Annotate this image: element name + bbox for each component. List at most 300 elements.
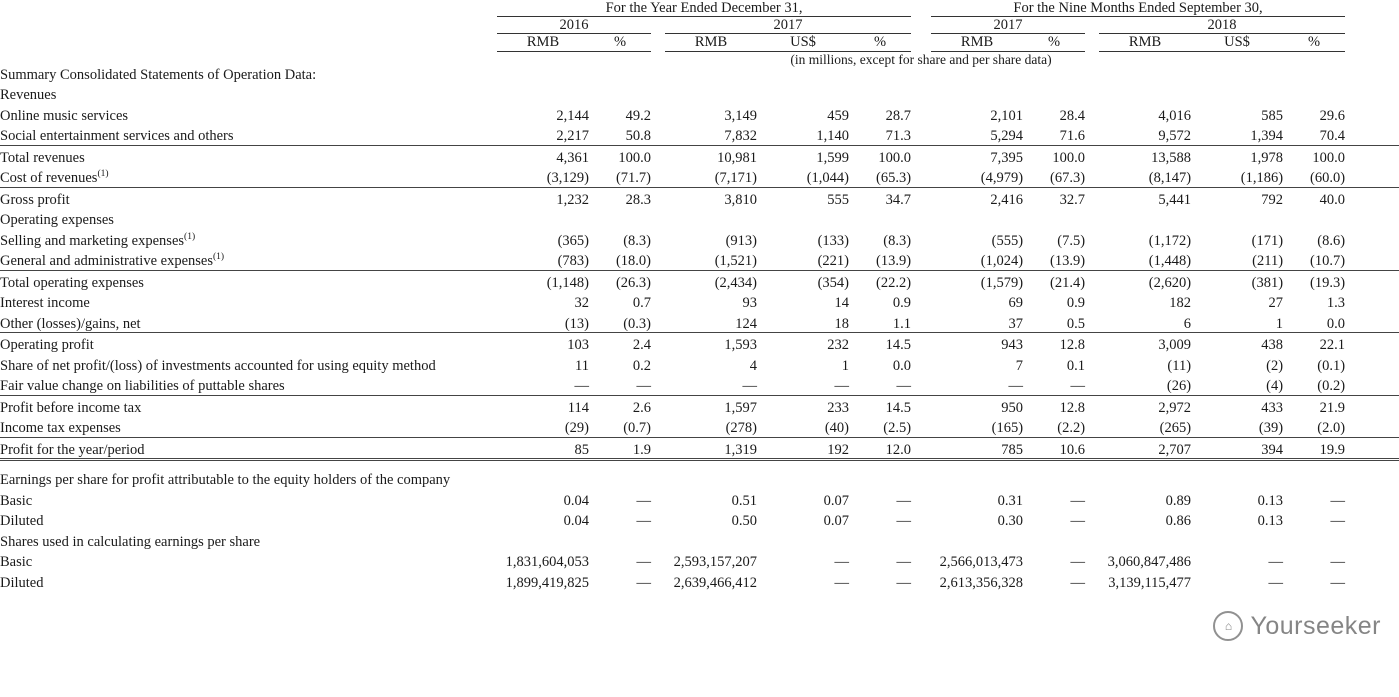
cell-value: — bbox=[589, 374, 651, 395]
cell-value: 11 bbox=[575, 357, 589, 374]
cell-value: (4,979) bbox=[931, 166, 1023, 187]
column-gap bbox=[1345, 571, 1399, 592]
table-row bbox=[0, 312, 1399, 333]
cell-value bbox=[1023, 530, 1085, 551]
cell-value: (555) bbox=[991, 232, 1024, 249]
cell-value: (0.7) bbox=[589, 416, 651, 437]
cell-value: 2,566,013,473 bbox=[939, 554, 1024, 571]
cell-value: 585 bbox=[1261, 107, 1284, 124]
cell-value: (783) bbox=[497, 249, 589, 270]
column-gap bbox=[1085, 291, 1099, 312]
table-row bbox=[0, 374, 1399, 395]
cell-value: 124 bbox=[665, 312, 757, 333]
cell-value: 6 bbox=[1099, 312, 1191, 333]
column-gap bbox=[1085, 145, 1099, 166]
cell-value: 100.0 bbox=[1052, 149, 1086, 166]
footnote-marker: (1) bbox=[97, 169, 109, 180]
cell-value: (265) bbox=[1099, 416, 1191, 437]
cell-value: — bbox=[636, 554, 651, 571]
cell-value: 1.1 bbox=[849, 312, 911, 333]
column-gap bbox=[911, 83, 931, 104]
watermark bbox=[1213, 611, 1381, 641]
cell-value: (40) bbox=[757, 416, 849, 437]
cell-value: 1.3 bbox=[1326, 295, 1346, 312]
column-gap bbox=[1345, 489, 1399, 510]
cell-value: — bbox=[896, 574, 912, 591]
cell-value: 10,981 bbox=[717, 149, 757, 166]
cell-value: (1,044) bbox=[757, 166, 849, 187]
row-label: Basic bbox=[0, 554, 33, 571]
cell-value: (3,129) bbox=[497, 166, 589, 187]
cell-value: (10.7) bbox=[1283, 249, 1345, 270]
table-row bbox=[0, 229, 1399, 250]
column-gap bbox=[911, 489, 931, 510]
cell-value: (39) bbox=[1191, 416, 1283, 437]
cell-value: 182 bbox=[1169, 295, 1192, 312]
cell-value bbox=[849, 468, 911, 489]
cell-value: 28.4 bbox=[1059, 107, 1086, 124]
units-note-row bbox=[0, 51, 1399, 67]
cell-value: — bbox=[1070, 554, 1086, 571]
header-col-rmb-2016: RMB bbox=[497, 34, 589, 51]
cell-value bbox=[757, 468, 849, 489]
column-gap bbox=[651, 395, 665, 416]
header-group-nine-months: For the Nine Months Ended September 30, bbox=[931, 0, 1345, 17]
column-gap bbox=[1085, 374, 1099, 395]
cell-value: 1,599 bbox=[816, 149, 849, 166]
cell-value: 5,441 bbox=[1158, 191, 1192, 208]
cell-value: 1,597 bbox=[724, 399, 757, 416]
cell-value bbox=[1191, 530, 1283, 551]
cell-value: (278) bbox=[665, 416, 757, 437]
cell-value: 2,639,466,412 bbox=[673, 574, 757, 591]
cell-value: 3,060,847,486 bbox=[1107, 554, 1192, 571]
column-gap bbox=[911, 145, 931, 166]
column-gap bbox=[1345, 395, 1399, 416]
column-gap bbox=[1085, 270, 1099, 291]
table-row bbox=[0, 333, 1399, 354]
row-label: Share of net profit/(loss) of investments accounted for using equity method bbox=[0, 357, 436, 374]
column-gap bbox=[911, 104, 931, 125]
column-gap bbox=[911, 354, 931, 375]
cell-value: (165) bbox=[931, 416, 1023, 437]
header-col-pct-2018n: % bbox=[1283, 34, 1345, 51]
column-gap bbox=[1085, 468, 1099, 489]
cell-value: (1,521) bbox=[665, 249, 757, 270]
cell-value: 7 bbox=[1015, 357, 1024, 374]
cell-value bbox=[849, 83, 911, 104]
row-label: Other (losses)/gains, net bbox=[0, 312, 497, 333]
cell-value bbox=[589, 468, 651, 489]
column-gap bbox=[1085, 229, 1099, 250]
column-gap bbox=[651, 187, 665, 208]
cell-value: (221) bbox=[757, 249, 849, 270]
cell-value: 438 bbox=[1261, 337, 1284, 354]
column-gap bbox=[651, 489, 665, 510]
cell-value: 29.6 bbox=[1319, 107, 1346, 124]
column-gap bbox=[1085, 530, 1099, 551]
cell-value: 943 bbox=[1001, 337, 1024, 354]
column-gap bbox=[1085, 312, 1099, 333]
table-row bbox=[0, 395, 1399, 416]
column-gap bbox=[911, 468, 931, 489]
cell-value: 100.0 bbox=[878, 149, 912, 166]
watermark-text: Yourseeker bbox=[1250, 611, 1381, 640]
column-gap bbox=[651, 291, 665, 312]
cell-value: 114 bbox=[567, 399, 589, 416]
column-gap bbox=[651, 333, 665, 354]
cell-value: 2,593,157,207 bbox=[673, 554, 757, 571]
cell-value: 0.7 bbox=[632, 295, 651, 312]
cell-value: (171) bbox=[1251, 232, 1284, 249]
cell-value: (8.6) bbox=[1317, 232, 1346, 249]
cell-value: (8,147) bbox=[1099, 166, 1191, 187]
cell-value: 2.4 bbox=[632, 337, 651, 354]
cell-value: (7,171) bbox=[665, 166, 757, 187]
column-gap bbox=[911, 291, 931, 312]
column-gap bbox=[1085, 395, 1099, 416]
cell-value: 12.8 bbox=[1059, 337, 1086, 354]
row-label: Interest income bbox=[0, 295, 90, 312]
cell-value: 0.0 bbox=[1283, 312, 1345, 333]
footnote-marker: (1) bbox=[184, 231, 196, 242]
cell-value: (60.0) bbox=[1283, 166, 1345, 187]
column-gap bbox=[1345, 249, 1399, 270]
cell-value: 49.2 bbox=[625, 107, 651, 124]
cell-value: 2,613,356,328 bbox=[939, 574, 1024, 591]
header-col-pct-2016: % bbox=[589, 34, 651, 51]
cell-value: (1,148) bbox=[546, 274, 589, 291]
cell-value bbox=[497, 468, 589, 489]
cell-value bbox=[849, 208, 911, 229]
cell-value bbox=[931, 530, 1023, 551]
cell-value: — bbox=[1330, 554, 1346, 571]
cell-value: — bbox=[896, 513, 912, 530]
table-row bbox=[0, 416, 1399, 437]
table-row bbox=[0, 270, 1399, 291]
table-row bbox=[0, 354, 1399, 375]
column-gap bbox=[1085, 83, 1099, 104]
column-gap bbox=[911, 530, 931, 551]
cell-value: — bbox=[1023, 374, 1085, 395]
cell-value: 28.3 bbox=[625, 191, 651, 208]
cell-value bbox=[1191, 468, 1283, 489]
row-label: Total revenues bbox=[0, 149, 85, 166]
cell-value bbox=[1283, 530, 1345, 551]
column-gap bbox=[1345, 291, 1399, 312]
table-row bbox=[0, 509, 1399, 530]
column-gap bbox=[911, 571, 931, 592]
cell-value: — bbox=[1330, 492, 1346, 509]
cell-value: — bbox=[931, 374, 1023, 395]
cell-value: 71.6 bbox=[1023, 124, 1085, 145]
column-gap bbox=[651, 571, 665, 592]
cell-value: (1,172) bbox=[1148, 232, 1192, 249]
table-row bbox=[0, 468, 1399, 489]
column-gap bbox=[651, 468, 665, 489]
cell-value: (133) bbox=[817, 232, 849, 249]
cell-value: 1,593 bbox=[724, 337, 757, 354]
cell-value bbox=[1099, 530, 1191, 551]
column-gap bbox=[651, 166, 665, 187]
header-year-2017-annual: 2017 bbox=[665, 17, 911, 34]
cell-value: (21.4) bbox=[1049, 274, 1086, 291]
cell-value: 27 bbox=[1268, 295, 1284, 312]
cell-value: 950 bbox=[1001, 399, 1024, 416]
cell-value: (13) bbox=[497, 312, 589, 333]
cell-value: 3,009 bbox=[1158, 337, 1192, 354]
cell-value: 1.9 bbox=[589, 437, 651, 460]
table-row bbox=[0, 437, 1399, 460]
row-label: Gross profit bbox=[0, 191, 70, 208]
column-gap bbox=[651, 145, 665, 166]
table-row bbox=[0, 187, 1399, 208]
cell-value: — bbox=[849, 374, 911, 395]
header-col-pct-2017n: % bbox=[1023, 34, 1085, 51]
column-gap bbox=[1345, 145, 1399, 166]
cell-value bbox=[1099, 83, 1191, 104]
cell-value: (381) bbox=[1251, 274, 1284, 291]
row-label: Earnings per share for profit attributable to the equity holders of the company bbox=[0, 472, 451, 489]
column-gap bbox=[1085, 354, 1099, 375]
cell-value: (1,448) bbox=[1099, 249, 1191, 270]
cell-value: 40.0 bbox=[1319, 191, 1346, 208]
cell-value: 0.9 bbox=[892, 295, 912, 312]
column-gap bbox=[911, 229, 931, 250]
cell-value: 2,707 bbox=[1099, 437, 1191, 460]
cell-value: 232 bbox=[827, 337, 849, 354]
cell-value: — bbox=[665, 374, 757, 395]
cell-value bbox=[1023, 208, 1085, 229]
column-gap bbox=[911, 166, 931, 187]
cell-value: — bbox=[757, 374, 849, 395]
cell-value: 32 bbox=[574, 295, 589, 312]
column-gap bbox=[1345, 166, 1399, 187]
cell-value: 4,361 bbox=[556, 149, 589, 166]
column-gap bbox=[1345, 270, 1399, 291]
column-gap bbox=[1085, 489, 1099, 510]
column-gap bbox=[1345, 550, 1399, 571]
cell-value: 28.7 bbox=[885, 107, 912, 124]
row-label: General and administrative expenses$^{(1)}$ bbox=[0, 249, 497, 270]
cell-value: 0.1 bbox=[1066, 357, 1086, 374]
cell-value: — bbox=[1268, 554, 1284, 571]
cell-value: 7,395 bbox=[990, 149, 1024, 166]
cell-value: (365) bbox=[557, 232, 589, 249]
cell-value: 0.04 bbox=[563, 513, 589, 530]
cell-value: (29) bbox=[497, 416, 589, 437]
row-label: Operating profit bbox=[0, 337, 94, 354]
cell-value: 0.0 bbox=[892, 357, 912, 374]
cell-value: 4,016 bbox=[1158, 107, 1192, 124]
column-gap bbox=[651, 249, 665, 270]
cell-value: 12.8 bbox=[1059, 399, 1086, 416]
cell-value: 69 bbox=[1008, 295, 1024, 312]
cell-value: (1,579) bbox=[980, 274, 1024, 291]
cell-value: (8.3) bbox=[623, 232, 651, 249]
header-year-2018-nine: 2018 bbox=[1099, 17, 1345, 34]
header-year-row bbox=[0, 17, 1399, 34]
cell-value: 0.07 bbox=[823, 492, 849, 509]
column-gap bbox=[911, 270, 931, 291]
column-gap bbox=[1085, 437, 1099, 460]
cell-value: — bbox=[896, 554, 912, 571]
table-row bbox=[0, 104, 1399, 125]
column-gap bbox=[1345, 354, 1399, 375]
cell-value: — bbox=[1268, 574, 1284, 591]
header-group-annual: For the Year Ended December 31, bbox=[497, 0, 911, 17]
cell-value: 0.30 bbox=[997, 513, 1024, 530]
cell-value: 14 bbox=[834, 295, 849, 312]
column-gap bbox=[651, 83, 665, 104]
header-col-pct-2017a: % bbox=[849, 34, 911, 51]
cell-value bbox=[665, 83, 757, 104]
column-gap bbox=[651, 550, 665, 571]
cell-value: (2,434) bbox=[714, 274, 757, 291]
cell-value: (0.2) bbox=[1283, 374, 1345, 395]
row-label: Diluted bbox=[0, 513, 44, 530]
row-label: Cost of revenues$^{(1)}$ bbox=[0, 166, 497, 187]
cell-value: (22.2) bbox=[875, 274, 912, 291]
cell-value: (4) bbox=[1191, 374, 1283, 395]
header-year-2016: 2016 bbox=[497, 17, 651, 34]
cell-value: 1,394 bbox=[1191, 124, 1283, 145]
cell-value bbox=[665, 468, 757, 489]
cell-value: 1 bbox=[841, 357, 849, 374]
cell-value: 9,572 bbox=[1099, 124, 1191, 145]
cell-value: 37 bbox=[931, 312, 1023, 333]
table-row bbox=[0, 166, 1399, 187]
cell-value: 394 bbox=[1191, 437, 1283, 460]
column-gap bbox=[1085, 187, 1099, 208]
column-gap bbox=[1345, 437, 1399, 460]
cell-value: 0.89 bbox=[1165, 492, 1192, 509]
cell-value: 0.04 bbox=[563, 492, 589, 509]
column-gap bbox=[1085, 166, 1099, 187]
row-label: Operating expenses bbox=[0, 212, 114, 229]
cell-value: 14.5 bbox=[885, 337, 912, 354]
column-gap bbox=[1085, 550, 1099, 571]
cell-value: 100.0 bbox=[618, 149, 651, 166]
cell-value bbox=[1023, 468, 1085, 489]
cell-value bbox=[1099, 208, 1191, 229]
cell-value: (26) bbox=[1099, 374, 1191, 395]
cell-value: 10.6 bbox=[1023, 437, 1085, 460]
column-gap bbox=[1085, 249, 1099, 270]
table-row bbox=[0, 571, 1399, 592]
cell-value: 21.9 bbox=[1319, 399, 1346, 416]
row-label: Online music services bbox=[0, 107, 129, 124]
cell-value: (1,186) bbox=[1191, 166, 1283, 187]
column-gap bbox=[911, 437, 931, 460]
cell-value bbox=[849, 530, 911, 551]
header-col-rmb-2017n: RMB bbox=[931, 34, 1023, 51]
cell-value: 433 bbox=[1261, 399, 1284, 416]
cell-value bbox=[1191, 83, 1283, 104]
cell-value: 0.31 bbox=[997, 492, 1024, 509]
cell-value: (2) bbox=[1266, 357, 1284, 374]
column-gap bbox=[1085, 416, 1099, 437]
row-spacer bbox=[0, 460, 1399, 469]
table-row bbox=[0, 145, 1399, 166]
column-gap bbox=[1345, 333, 1399, 354]
cell-value bbox=[757, 208, 849, 229]
cell-value bbox=[1191, 208, 1283, 229]
cell-value: (65.3) bbox=[849, 166, 911, 187]
cell-value: 100.0 bbox=[1312, 149, 1346, 166]
column-gap bbox=[651, 530, 665, 551]
header-col-usd-2017a: US$ bbox=[757, 34, 849, 51]
cell-value bbox=[931, 208, 1023, 229]
footnote-marker: (1) bbox=[213, 252, 225, 263]
column-gap bbox=[651, 374, 665, 395]
header-year-2017-nine: 2017 bbox=[931, 17, 1085, 34]
cell-value: (2,620) bbox=[1148, 274, 1192, 291]
cell-value: 0.9 bbox=[1066, 295, 1086, 312]
table-row bbox=[0, 249, 1399, 270]
header-col-rmb-2018n: RMB bbox=[1099, 34, 1191, 51]
cell-value: 85 bbox=[497, 437, 589, 460]
cell-value bbox=[665, 208, 757, 229]
table-header bbox=[0, 0, 1399, 83]
cell-value: 0.86 bbox=[1165, 513, 1192, 530]
column-gap bbox=[911, 395, 931, 416]
cell-value: (211) bbox=[1191, 249, 1283, 270]
cell-value: (354) bbox=[817, 274, 849, 291]
cell-value: — bbox=[636, 574, 651, 591]
cell-value: 18 bbox=[757, 312, 849, 333]
column-gap bbox=[911, 312, 931, 333]
table-row bbox=[0, 83, 1399, 104]
cell-value: 2,144 bbox=[556, 107, 589, 124]
cell-value: 1,831,604,053 bbox=[505, 554, 589, 571]
cell-value: (71.7) bbox=[589, 166, 651, 187]
cell-value: 459 bbox=[827, 107, 849, 124]
column-gap bbox=[651, 104, 665, 125]
cell-value: — bbox=[497, 374, 589, 395]
cell-value: (11) bbox=[1167, 357, 1192, 374]
cell-value: 22.1 bbox=[1319, 337, 1346, 354]
table-row bbox=[0, 530, 1399, 551]
cell-value: 3,139,115,477 bbox=[1108, 574, 1192, 591]
column-gap bbox=[1345, 104, 1399, 125]
cell-value: (913) bbox=[725, 232, 757, 249]
column-gap bbox=[911, 550, 931, 571]
table-row bbox=[0, 208, 1399, 229]
cell-value: 2,217 bbox=[497, 124, 589, 145]
row-label: Diluted bbox=[0, 574, 44, 591]
column-gap bbox=[651, 437, 665, 460]
cell-value: — bbox=[896, 492, 912, 509]
cell-value: 2,972 bbox=[1158, 399, 1192, 416]
column-gap bbox=[1345, 416, 1399, 437]
cell-value bbox=[497, 530, 589, 551]
cell-value: (1,024) bbox=[931, 249, 1023, 270]
column-gap bbox=[911, 509, 931, 530]
cell-value: 0.07 bbox=[823, 513, 849, 530]
cell-value: (0.3) bbox=[589, 312, 651, 333]
cell-value: 0.50 bbox=[731, 513, 757, 530]
column-gap bbox=[651, 416, 665, 437]
watermark-badge-icon: ⌂ bbox=[1213, 611, 1243, 641]
column-gap bbox=[651, 208, 665, 229]
cell-value: 1,978 bbox=[1250, 149, 1284, 166]
cell-value: 34.7 bbox=[885, 191, 912, 208]
row-label: Social entertainment services and others bbox=[0, 124, 497, 145]
column-gap bbox=[1345, 509, 1399, 530]
cell-value: (67.3) bbox=[1023, 166, 1085, 187]
column-gap bbox=[651, 124, 665, 145]
